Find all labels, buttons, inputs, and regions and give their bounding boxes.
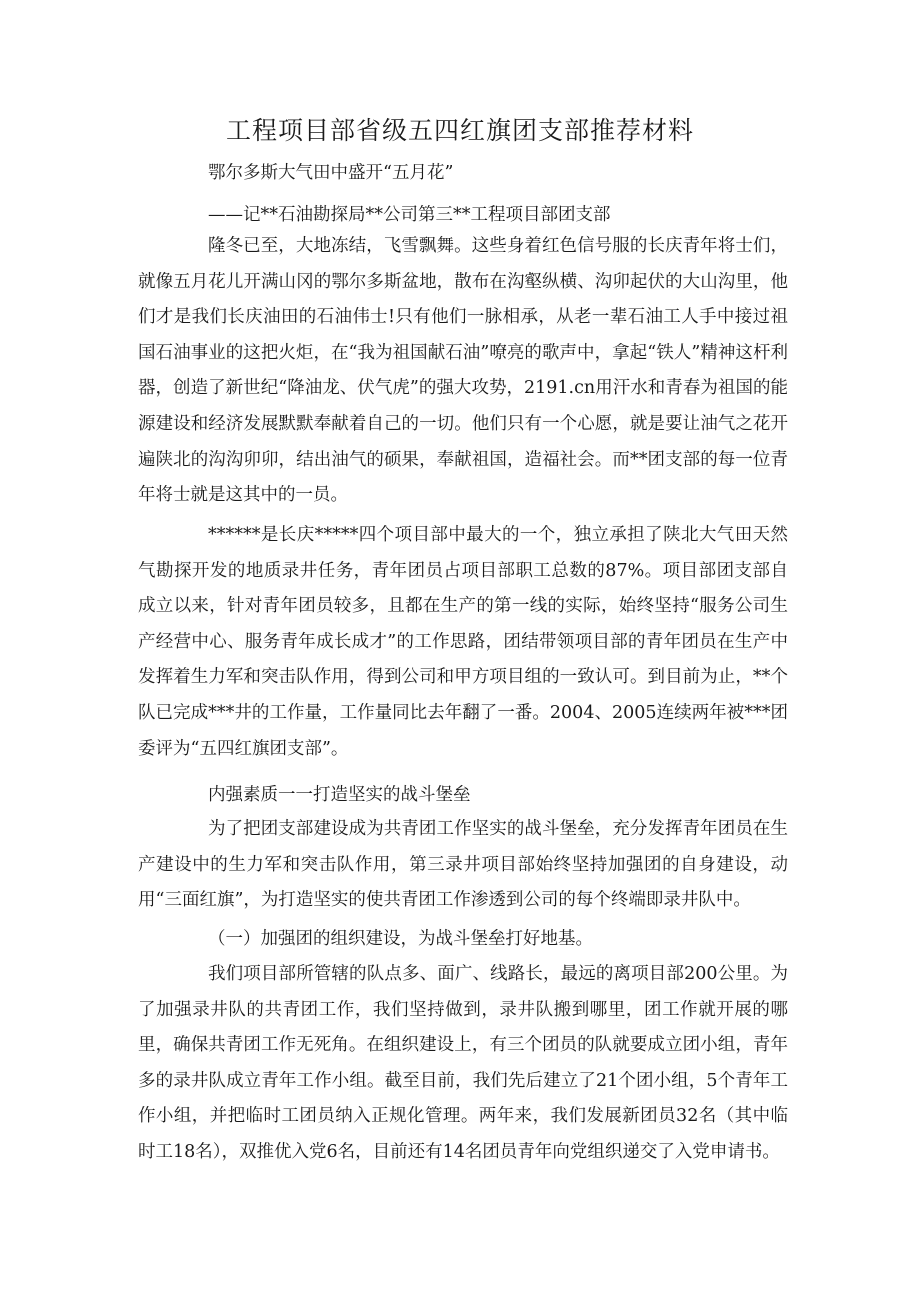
document-subtitle: 鄂尔多斯大气田中盛开“五月花” [208, 163, 454, 183]
subsection-heading: （一）加强团的组织建设，为战斗堡垒打好地基。 [208, 929, 593, 949]
section-heading: 内强素质一一打造坚实的战斗堡垒 [208, 785, 471, 805]
body-paragraph-1: 隆冬已至，大地冻结，飞雪飘舞。这些身着红色信号服的长庆青年将士们，就像五月花儿开满山冈的鄂尔多斯盆地，散布在沟壑纵横、沟卯起伏的大山沟里，他们才是我们长庆油田的石油伟士!只有他们一脉相承，从老一辈石油工人手中接过祖国石油事业的这把火炬，在“我为祖国献石油”嘹亮的歌声中，拿起“铁人”精神这杆利器，创造了新世纪“降油龙、伏气虎”的强大攻势，2191.cn用汗水和青春为祖国的能源建设和经济发展默默奉献着自己的一切。他们只有一个心愿，就是要让油气之花开遍陕北的沟沟卯卯，结出油气的硕果，奉献祖国，造福社会。而**团支部的每一位青年将士就是这其中的一员。 [138, 236, 788, 506]
section-paragraph: 为了把团支部建设成为共青团工作坚实的战斗堡垒，充分发挥青年团员在生产建设中的生力军和突击队作用，第三录井项目部始终坚持加强团的自身建设，动用“三面红旗”，为打造坚实的使共青团工作渗透到公司的每个终端即录井队中。 [138, 819, 788, 911]
subsection-paragraph: 我们项目部所管辖的队点多、面广、线路长，最远的离项目部200公里。为了加强录井队的共青团工作，我们坚持做到，录井队搬到哪里，团工作就开展的哪里，确保共青团工作无死角。在组织建设上，有三个团员的队就要成立团小组，青年多的录井队成立青年工作小组。截至目前，我们先后建立了21个团小组，5个青年工作小组，并把临时工团员纳入正规化管理。两年来，我们发展新团员32名（其中临时工18名），双推优入党6名，目前还有14名团员青年向党组织递交了入党申请书。 [138, 964, 788, 1162]
document-title: 工程项目部省级五四红旗团支部推荐材料 [225, 116, 694, 145]
document-byline: ——记**石油勘探局**公司第三**工程项目部团支部 [208, 205, 611, 225]
body-paragraph-2: ******是长庆*****四个项目部中最大的一个，独立承担了陕北大气田天然气勘探开发的地质录井任务，青年团员占项目部职工总数的87%。项目部团支部自成立以来，针对青年团员较多，且都在生产的第一线的实际，始终坚持“服务公司生产经营中心、服务青年成长成才”的工作思路，团结带领项目部的青年团员在生产中发挥着生力军和突击队作用，得到公司和甲方项目组的一致认可。到目前为止，**个队已完成***井的工作量，工作量同比去年翻了一番。2004、2005连续两年被***团委评为“五四红旗团支部”。 [138, 525, 788, 759]
